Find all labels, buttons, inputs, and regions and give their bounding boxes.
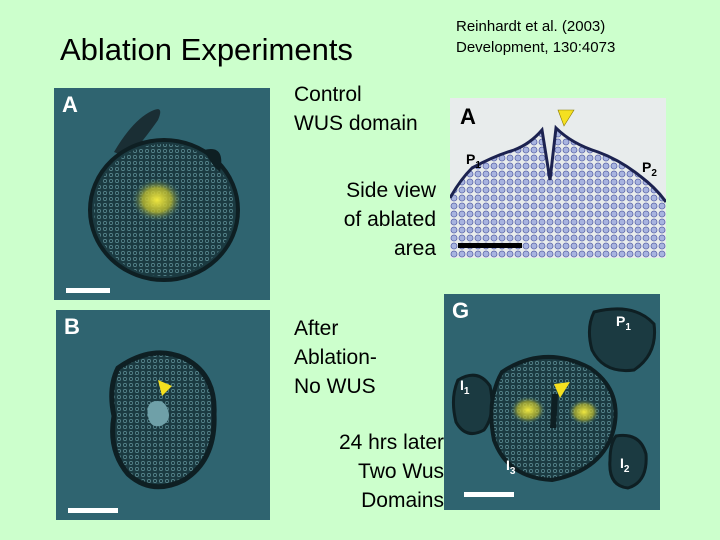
- wus-domain-signal: [131, 178, 183, 222]
- label-p1: $P_1$: [466, 151, 481, 171]
- caption-side-view: Side view of ablated area: [343, 179, 436, 260]
- citation-authors: Reinhardt et al. (2003): [456, 18, 606, 35]
- label-i2: $I_2$: [620, 455, 630, 475]
- panel-label-b: B: [64, 314, 80, 339]
- caption-24-hours: 24 hrs later Two Wus Domains: [338, 431, 444, 512]
- label-p2: $P_2$: [642, 159, 657, 179]
- label-i3: $I_3$: [506, 457, 516, 477]
- panel-label-side: A: [460, 104, 476, 129]
- wus-domain-1: [510, 396, 546, 424]
- wus-domain-2: [568, 399, 600, 425]
- scale-bar: [66, 288, 110, 293]
- label-i1: $I_1$: [460, 377, 470, 397]
- micrograph-side-view: [450, 98, 666, 258]
- caption-control: Control WUS domain: [294, 83, 418, 135]
- panel-label-a: A: [62, 92, 78, 117]
- micrograph-control: [54, 88, 270, 300]
- scale-bar: [458, 243, 522, 248]
- scale-bar: [68, 508, 118, 513]
- panel-label-g: G: [452, 298, 470, 323]
- slide-title: Ablation Experiments: [60, 32, 353, 67]
- citation-journal: Development, 130:4073: [456, 39, 616, 56]
- micrograph-24-hours-later: [444, 294, 660, 510]
- caption-after-ablation: After Ablation- No WUS: [294, 317, 377, 398]
- scale-bar: [464, 492, 514, 497]
- primordium-i2: [610, 435, 646, 488]
- label-p1: $P_1$: [616, 313, 631, 333]
- micrograph-after-ablation: [56, 310, 270, 520]
- citation: [456, 16, 615, 58]
